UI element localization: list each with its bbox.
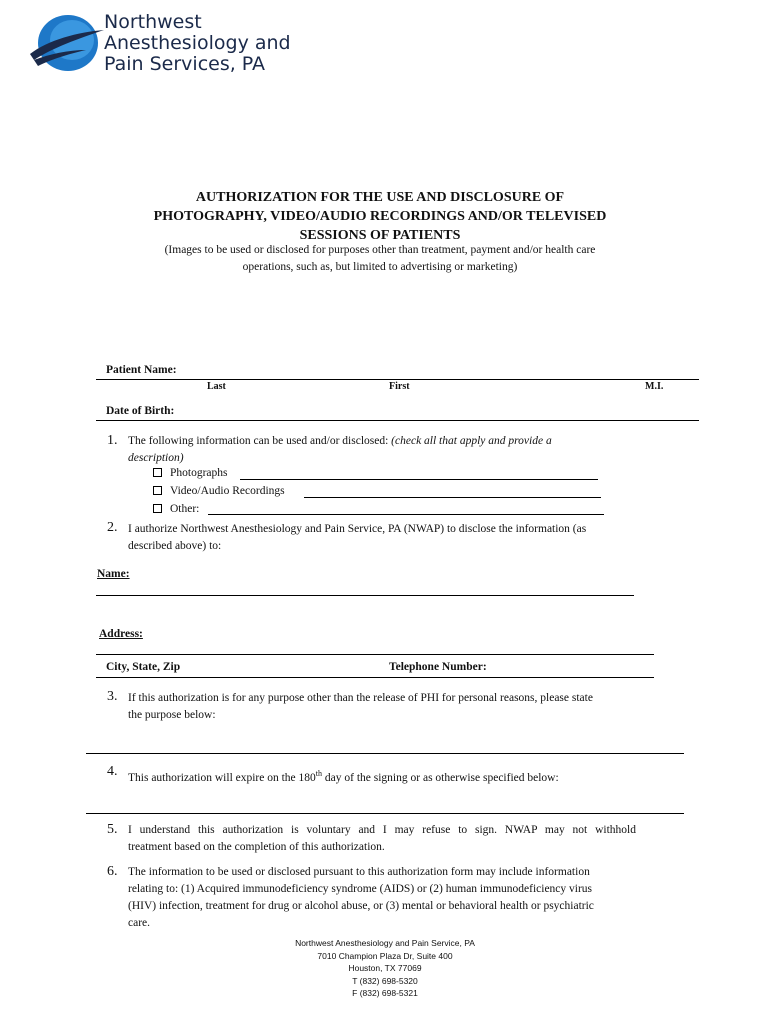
item-4-sup: th (315, 769, 323, 778)
item-6-text-a: The information to be used or disclosed pursuant to this authorization form may include information (128, 866, 590, 878)
footer-address (185, 937, 585, 1000)
dob-field[interactable] (96, 420, 699, 421)
item-6-number: 6. (107, 864, 118, 879)
item-5-text-a: I understand this authorization is voluntary and I may refuse to sign. NWAP may not withhold (128, 824, 636, 836)
option-video-audio[interactable] (153, 483, 285, 500)
first-name-label: First (389, 381, 410, 392)
title-line-1: AUTHORIZATION FOR THE USE AND DISCLOSURE OF (195, 190, 565, 205)
logo-swoosh-icon (28, 10, 106, 76)
recipient-name-label: Name: (97, 568, 130, 580)
item-1-text-c: description) (128, 452, 184, 464)
photographs-checkbox[interactable] (153, 468, 162, 477)
recipient-address-label: Address: (99, 628, 143, 640)
video-audio-description-field[interactable] (304, 497, 601, 498)
subtitle-line-2: operations, such as, but limited to advertising or marketing) (242, 261, 518, 273)
footer-line-5: F (832) 698-5321 (352, 988, 418, 998)
video-audio-label: Video/Audio Recordings (170, 485, 285, 497)
patient-name-field[interactable] (96, 379, 699, 380)
option-photographs[interactable] (153, 465, 228, 482)
purpose-field[interactable] (86, 753, 684, 754)
dob-label: Date of Birth: (106, 405, 175, 417)
company-logo (28, 10, 308, 76)
logo-line-1: Northwest (104, 11, 202, 33)
item-3-text (128, 690, 648, 724)
item-5-text (128, 822, 636, 856)
photographs-description-field[interactable] (240, 479, 598, 480)
item-4-number: 4. (107, 764, 118, 779)
last-name-label: Last (207, 381, 226, 392)
item-3-text-b: the purpose below: (128, 709, 216, 721)
footer-line-2: 7010 Champion Plaza Dr, Suite 400 (317, 950, 453, 961)
item-6-text-b: relating to: (1) Acquired immunodeficiency syndrome (AIDS) or (2) human immunodeficiency virus (128, 883, 593, 895)
logo-line-3: Pain Services, PA (104, 53, 266, 75)
item-6-text-c: (HIV) infection, treatment for drug or alcohol abuse, or (3) mental or behavioral health or psychiatric (128, 900, 594, 912)
city-state-zip-phone-field[interactable] (96, 677, 654, 678)
patient-name-label: Patient Name: (106, 364, 177, 376)
other-label: Other: (170, 503, 200, 515)
item-2-text-b: described above) to: (128, 540, 222, 552)
item-5-number: 5. (107, 822, 118, 837)
option-other[interactable] (153, 501, 199, 518)
expiration-field[interactable] (86, 813, 684, 814)
item-1-text (128, 433, 640, 467)
video-audio-checkbox[interactable] (153, 486, 162, 495)
recipient-name-field[interactable] (96, 595, 634, 596)
item-1-text-b: (check all that apply and provide a (391, 435, 552, 447)
recipient-address-field[interactable] (96, 654, 654, 655)
form-subtitle (60, 242, 700, 276)
item-2-text (128, 521, 648, 555)
form-title (60, 188, 700, 245)
item-4-text-b: day of the signing or as otherwise specified below: (322, 771, 559, 784)
item-3-number: 3. (107, 689, 118, 704)
item-4-text (128, 765, 668, 787)
item-1-text-a: The following information can be used and/or disclosed: (128, 435, 392, 447)
other-description-field[interactable] (208, 514, 604, 515)
title-line-2: PHOTOGRAPHY, VIDEO/AUDIO RECORDINGS AND/OR TELEVISED (153, 209, 607, 224)
item-2-number: 2. (107, 520, 118, 535)
city-state-zip-label: City, State, Zip (106, 661, 181, 673)
item-4-text-a: This authorization will expire on the 180 (128, 771, 316, 784)
footer-line-4: T (832) 698-5320 (352, 975, 418, 986)
footer-line-3: Houston, TX 77069 (348, 963, 422, 973)
middle-initial-label: M.I. (645, 381, 664, 392)
item-5-text-b: treatment based on the completion of this authorization. (128, 841, 385, 853)
item-3-text-a: If this authorization is for any purpose other than the release of PHI for personal reasons, please state (128, 692, 593, 704)
other-checkbox[interactable] (153, 504, 162, 513)
logo-line-2: Anesthesiology and (104, 32, 291, 54)
footer-line-1: Northwest Anesthesiology and Pain Service, PA (295, 938, 475, 948)
item-6-text-d: care. (128, 917, 151, 929)
subtitle-line-1: (Images to be used or disclosed for purposes other than treatment, payment and/or health care (164, 244, 596, 256)
telephone-label: Telephone Number: (389, 661, 487, 673)
title-line-3: SESSIONS OF PATIENTS (299, 228, 461, 243)
item-2-text-a: I authorize Northwest Anesthesiology and Pain Service, PA (NWAP) to disclose the information (as (128, 523, 587, 535)
item-6-text (128, 864, 636, 932)
photographs-label: Photographs (170, 467, 228, 479)
item-1-number: 1. (107, 433, 118, 448)
